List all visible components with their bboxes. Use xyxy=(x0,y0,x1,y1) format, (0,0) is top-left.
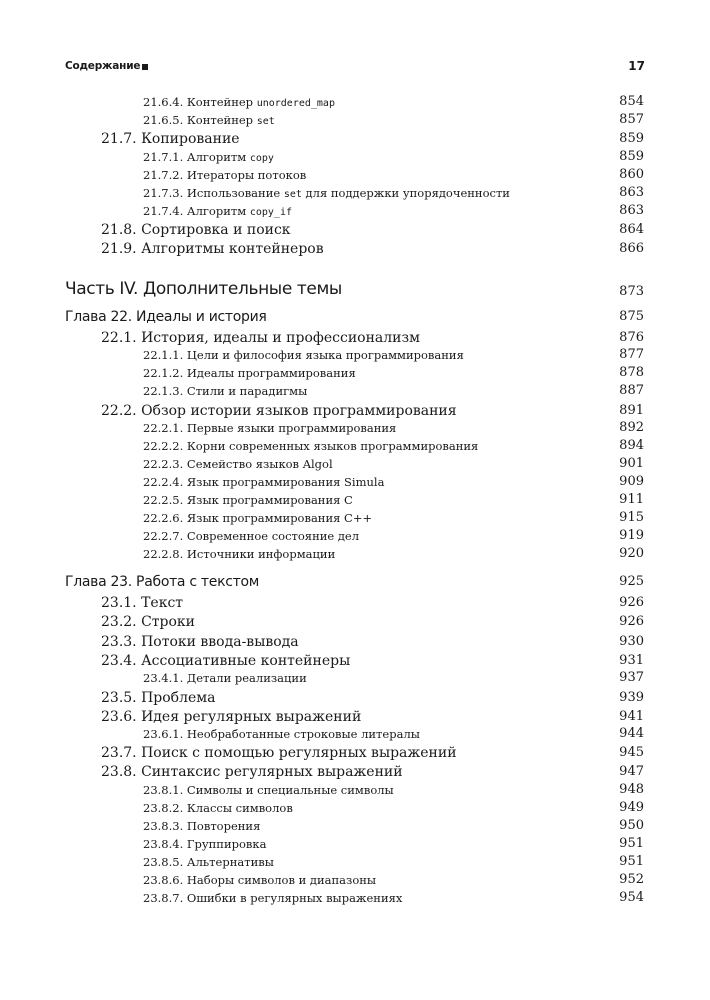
toc-entry-title: Современное состояние дел xyxy=(186,529,360,543)
toc-entry-page-number: 901 xyxy=(619,456,644,471)
toc-entry-page-number: 941 xyxy=(619,709,644,724)
toc-entry-number: 23.2. xyxy=(101,614,137,630)
toc-entry-page-number: 892 xyxy=(619,420,644,435)
toc-entry-title: Ошибки в регулярных выражениях xyxy=(186,891,403,905)
toc-entry-text xyxy=(143,112,275,130)
toc-entry-title: Глава 22. Идеалы и история xyxy=(65,309,267,325)
toc-entry-title: Классы символов xyxy=(186,801,293,815)
toc-entry-page-number: 926 xyxy=(619,614,644,629)
toc-entry-text xyxy=(143,854,274,870)
toc-entry-number: 23.8.5. xyxy=(143,855,184,869)
toc-entry-number: 23.8.1. xyxy=(143,783,184,797)
toc-entry-page-number: 925 xyxy=(619,574,644,589)
toc-entry-title: Поиск с помощью регулярных выражений xyxy=(141,745,457,761)
toc-entry-number: 22.2.5. xyxy=(143,493,184,507)
toc-entry-text xyxy=(143,149,274,167)
toc-entry-title: Контейнер xyxy=(186,113,257,127)
toc-entry-page-number: 857 xyxy=(619,112,644,127)
toc-entry-page-number: 952 xyxy=(619,872,644,887)
toc-entry-number: 21.6.4. xyxy=(143,95,184,109)
toc-entry-number: 23.4. xyxy=(101,653,137,669)
toc-entry-title: Обзор истории языков программирования xyxy=(141,403,457,419)
toc-entry-title: Первые языки программирования xyxy=(186,421,397,435)
toc-entry-text xyxy=(143,167,306,183)
toc-entry-page-number: 864 xyxy=(619,222,644,237)
toc-entry-text xyxy=(143,347,464,363)
toc-entry-page-number: 920 xyxy=(619,546,644,561)
toc-entry-page-number: 947 xyxy=(619,764,644,779)
toc-entry-number: 23.4.1. xyxy=(143,671,184,685)
toc-entry-text xyxy=(143,872,376,888)
toc-entry-number: 23.1. xyxy=(101,595,137,611)
toc-entry-text xyxy=(65,308,267,326)
toc-entry-number: 23.8. xyxy=(101,764,137,780)
toc-entry-title: Альтернативы xyxy=(186,855,274,869)
toc-entry-text xyxy=(101,240,324,258)
toc-entry-number: 22.2.4. xyxy=(143,475,184,489)
toc-entry-text xyxy=(101,652,350,670)
toc-entry-code: copy_if xyxy=(249,207,292,218)
toc-entry-number: 22.1. xyxy=(101,330,137,346)
toc-entry-page-number: 945 xyxy=(619,745,644,760)
toc-entry-title: Потоки ввода-вывода xyxy=(141,634,299,650)
toc-entry-text xyxy=(143,726,420,742)
toc-entry-text xyxy=(101,763,403,781)
toc-entry-text xyxy=(101,744,457,762)
toc-entry-page-number: 944 xyxy=(619,726,644,741)
toc-entry-text xyxy=(143,474,384,490)
toc-entry-page-number: 926 xyxy=(619,595,644,610)
toc-entry-title: Синтаксис регулярных выражений xyxy=(141,764,403,780)
toc-entry-number: 22.1.1. xyxy=(143,348,184,362)
toc-entry-code: copy xyxy=(249,153,274,164)
toc-entry-title: Корни современных языков программирования xyxy=(186,439,479,453)
toc-entry-title: Сортировка и поиск xyxy=(141,222,291,238)
toc-entry-title: Язык программирования C xyxy=(186,493,353,507)
toc-entry-text xyxy=(143,365,356,381)
toc-entry-title: Часть IV. Дополнительные темы xyxy=(65,279,342,299)
toc-entry-page-number: 877 xyxy=(619,347,644,362)
toc-entry-title: Группировка xyxy=(186,837,267,851)
toc-entry-page-number: 863 xyxy=(619,185,644,200)
toc-entry-text xyxy=(101,329,420,347)
toc-entry-number: 22.2.7. xyxy=(143,529,184,543)
toc-entry-number: 22.2.3. xyxy=(143,457,184,471)
toc-entry-page-number: 949 xyxy=(619,800,644,815)
toc-entry-number: 23.8.6. xyxy=(143,873,184,887)
toc-entry-title-continued: для поддержки упорядоченности xyxy=(301,186,510,200)
toc-entry-text xyxy=(143,456,333,472)
toc-entry-page-number: 948 xyxy=(619,782,644,797)
toc-entry-text xyxy=(143,546,335,562)
toc-entry-text xyxy=(143,836,266,852)
toc-entry-title: Итераторы потоков xyxy=(186,168,307,182)
toc-entry-number: 22.2.2. xyxy=(143,439,184,453)
toc-entry-text xyxy=(143,782,394,798)
toc-entry-number: 23.6. xyxy=(101,709,137,725)
toc-entry-page-number: 894 xyxy=(619,438,644,453)
toc-entry-text xyxy=(143,528,359,544)
toc-entry-text xyxy=(143,383,307,399)
toc-entry-title: Источники информации xyxy=(186,547,336,561)
toc-entry-number: 23.6.1. xyxy=(143,727,184,741)
toc-entry-number: 23.3. xyxy=(101,634,137,650)
toc-entry-number: 22.2.1. xyxy=(143,421,184,435)
toc-entry-title: Детали реализации xyxy=(186,671,307,685)
toc-entry-title: Ассоциативные контейнеры xyxy=(141,653,351,669)
toc-entry-code: set xyxy=(283,189,302,200)
toc-entry-number: 23.8.7. xyxy=(143,891,184,905)
toc-entry-title: Глава 23. Работа с текстом xyxy=(65,574,260,590)
toc-entry-page-number: 919 xyxy=(619,528,644,543)
toc-entry-title: Повторения xyxy=(186,819,261,833)
toc-entry-number: 23.8.3. xyxy=(143,819,184,833)
toc-entry-page-number: 875 xyxy=(619,309,644,324)
toc-entry-text xyxy=(65,278,342,300)
toc-entry-page-number: 930 xyxy=(619,634,644,649)
toc-entry-code: unordered_map xyxy=(256,98,335,109)
toc-entry-number: 21.8. xyxy=(101,222,137,238)
toc-entry-title: История, идеалы и профессионализм xyxy=(141,330,421,346)
toc-entry-page-number: 866 xyxy=(619,241,644,256)
toc-entry-number: 21.7.1. xyxy=(143,150,184,164)
toc-entry-page-number: 950 xyxy=(619,818,644,833)
toc-entry-number: 21.7.2. xyxy=(143,168,184,182)
toc-entry-title: Текст xyxy=(141,595,184,611)
toc-entry-text xyxy=(101,221,291,239)
toc-entry-title: Цели и философия языка программирования xyxy=(186,348,464,362)
toc-entry-text xyxy=(143,420,396,436)
toc-entry-title: Использование xyxy=(186,186,284,200)
toc-entry-page-number: 954 xyxy=(619,890,644,905)
toc-entry-page-number: 859 xyxy=(619,149,644,164)
toc-entry-number: 22.1.2. xyxy=(143,366,184,380)
toc-entry-page-number: 873 xyxy=(619,284,644,299)
toc-entry-number: 23.7. xyxy=(101,745,137,761)
toc-entry-text xyxy=(101,633,299,651)
toc-entry-text xyxy=(101,402,457,420)
toc-entry-number: 21.7.3. xyxy=(143,186,184,200)
toc-entry-title: Алгоритм xyxy=(186,204,250,218)
toc-entry-number: 23.8.4. xyxy=(143,837,184,851)
toc-entry-text xyxy=(143,510,372,526)
toc-entry-text xyxy=(65,573,259,591)
toc-entry-page-number: 951 xyxy=(619,836,644,851)
toc-entry-title: Проблема xyxy=(141,690,216,706)
toc-entry-text xyxy=(143,94,335,112)
toc-entry-text xyxy=(143,185,510,203)
toc-entry-title: Наборы символов и диапазоны xyxy=(186,873,377,887)
toc-entry-text xyxy=(101,689,216,707)
toc-entry-title: Язык программирования C++ xyxy=(186,511,373,525)
toc-entry-text xyxy=(101,708,361,726)
toc-entry-title: Копирование xyxy=(141,131,240,147)
toc-entry-text xyxy=(101,594,183,612)
toc-entry-text xyxy=(143,492,353,508)
toc-entry-title: Строки xyxy=(141,614,196,630)
running-head-title: Содержание xyxy=(65,60,141,72)
toc-entry-number: 22.1.3. xyxy=(143,384,184,398)
toc-entry-page-number: 909 xyxy=(619,474,644,489)
toc-entry-title: Идея регулярных выражений xyxy=(141,709,362,725)
toc-entry-page-number: 951 xyxy=(619,854,644,869)
toc-entry-page-number: 863 xyxy=(619,203,644,218)
running-head-page-number: 17 xyxy=(628,59,645,73)
toc-entry-text xyxy=(143,890,402,906)
toc-entry-page-number: 911 xyxy=(619,492,644,507)
toc-entry-title: Стили и парадигмы xyxy=(186,384,308,398)
toc-entry-page-number: 891 xyxy=(619,403,644,418)
toc-entry-text xyxy=(143,800,293,816)
toc-entry-text xyxy=(143,203,292,221)
toc-entry-title: Необработанные строковые литералы xyxy=(186,727,420,741)
toc-entry-page-number: 887 xyxy=(619,383,644,398)
toc-entry-title: Язык программирования Simula xyxy=(186,475,385,489)
toc-entry-number: 22.2. xyxy=(101,403,137,419)
toc-entry-number: 23.5. xyxy=(101,690,137,706)
toc-entry-text xyxy=(101,613,195,631)
toc-entry-text xyxy=(143,670,307,686)
toc-entry-title: Алгоритм xyxy=(186,150,250,164)
toc-entry-text xyxy=(143,438,478,454)
toc-entry-page-number: 937 xyxy=(619,670,644,685)
toc-entry-number: 22.2.6. xyxy=(143,511,184,525)
toc-entry-page-number: 876 xyxy=(619,330,644,345)
toc-entry-number: 21.7.4. xyxy=(143,204,184,218)
toc-entry-text xyxy=(143,818,260,834)
toc-entry-code: set xyxy=(256,116,275,127)
toc-entry-title: Алгоритмы контейнеров xyxy=(141,241,324,257)
toc-entry-title: Символы и специальные символы xyxy=(186,783,394,797)
toc-entry-page-number: 859 xyxy=(619,131,644,146)
toc-entry-number: 21.9. xyxy=(101,241,137,257)
toc-entry-title: Идеалы программирования xyxy=(186,366,356,380)
toc-entry-number: 21.6.5. xyxy=(143,113,184,127)
toc-entry-number: 21.7. xyxy=(101,131,137,147)
toc-entry-page-number: 939 xyxy=(619,690,644,705)
toc-entry-page-number: 878 xyxy=(619,365,644,380)
toc-entry-text xyxy=(101,130,240,148)
toc-entry-page-number: 915 xyxy=(619,510,644,525)
toc-entry-number: 22.2.8. xyxy=(143,547,184,561)
toc-entry-page-number: 860 xyxy=(619,167,644,182)
toc-entry-title: Семейство языков Algol xyxy=(186,457,333,471)
toc-entry-title: Контейнер xyxy=(186,95,257,109)
toc-entry-page-number: 854 xyxy=(619,94,644,109)
toc-entry-number: 23.8.2. xyxy=(143,801,184,815)
toc-entry-page-number: 931 xyxy=(619,653,644,668)
